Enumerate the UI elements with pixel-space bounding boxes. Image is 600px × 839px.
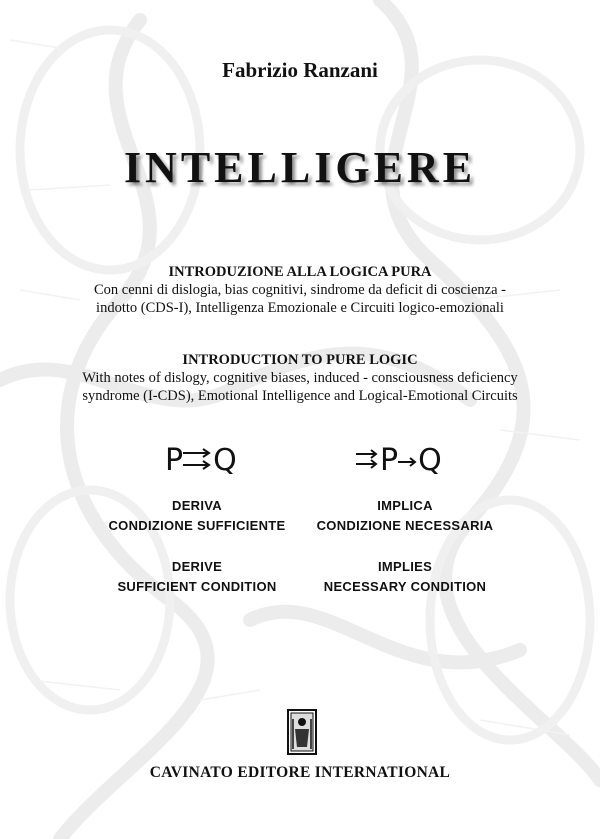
caption-deriva: DERIVA: [172, 498, 222, 513]
english-heading: INTRODUCTION TO PURE LOGIC: [182, 352, 418, 368]
double-arrow-icon: [183, 447, 213, 473]
caption-sufficient-condition: SUFFICIENT CONDITION: [117, 579, 277, 594]
italian-subtitle-block: [0, 263, 600, 317]
caption-derive: DERIVE: [171, 559, 223, 574]
symbol-q-right: Q: [418, 443, 442, 478]
author-name: Fabrizio Ranzani: [222, 58, 378, 82]
italian-line-2: indotto (CDS-I), Intelligenza Emozionale e Circuiti logico-emozionali: [96, 300, 504, 316]
english-line-2: syndrome (I-CDS), Emotional Intelligence and Logical-Emotional Circuits: [82, 388, 518, 404]
italian-heading: INTRODUZIONE ALLA LOGICA PURA: [168, 264, 432, 280]
symbol-q-left: Q: [213, 443, 237, 478]
publisher-emblem-icon: [287, 709, 317, 755]
english-line-1: With notes of dislogy, cognitive biases, induced - consciousness deficiency: [82, 370, 518, 386]
caption-implica: IMPLICA: [377, 498, 433, 513]
caption-condizione-necessaria: CONDIZIONE NECESSARIA: [316, 518, 494, 533]
caption-implies: IMPLIES: [377, 559, 433, 574]
publisher-name: CAVINATO EDITORE INTERNATIONAL: [149, 764, 451, 781]
italian-line-1: Con cenni di dislogia, bias cognitivi, sindrome da deficit di coscienza -: [94, 282, 506, 298]
double-arrow-icon: [356, 449, 380, 471]
book-title: INTELLIGERE: [123, 143, 477, 192]
caption-condizione-sufficiente: CONDIZIONE SUFFICIENTE: [108, 518, 286, 533]
derive-symbol: [165, 443, 237, 478]
implies-symbol: [356, 443, 442, 478]
arrow-right-icon: [398, 453, 418, 467]
caption-necessary-condition: NECESSARY CONDITION: [323, 579, 487, 594]
symbol-p-left: P: [165, 443, 184, 478]
symbol-p-right: P: [380, 443, 399, 478]
english-subtitle-block: [0, 351, 600, 405]
